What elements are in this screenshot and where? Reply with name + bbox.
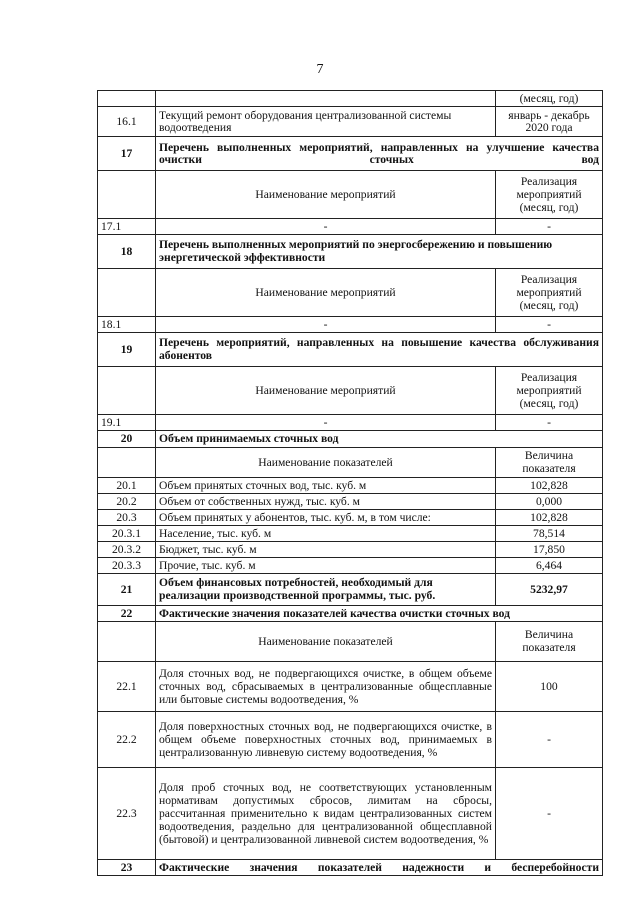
row-text: - [156,218,496,234]
section-number: 22 [98,605,156,621]
row-value: 6,464 [496,557,603,573]
row-text: Объем от собственных нужд, тыс. куб. м [156,493,496,509]
table-row [98,493,603,509]
row-text: Прочие, тыс. куб. м [156,557,496,573]
row-number: 20.3.3 [98,557,156,573]
row-value: 17,850 [496,541,603,557]
section-number: 21 [98,573,156,605]
section-number: 18 [98,234,156,268]
column-header-value: Реализация мероприятий (месяц, год) [496,170,603,218]
row-number: 22.2 [98,711,156,767]
financial-needs-value: 5232,97 [496,573,603,605]
column-header-row [98,170,603,218]
section-header [98,332,603,366]
row-number: 18.1 [98,316,156,332]
row-text: - [156,414,496,430]
production-program-table [97,90,603,876]
section-header [98,136,603,170]
section-number: 19 [98,332,156,366]
row-text: Доля проб сточных вод, не соответствующих установленным нормативам допустимых сбросов, лимитам на сбросы, рассчитанная применительно к видам централизованных систем водоотведения, раздельно для централизованной общесплавной (бытовой) и централизованной ливневой систем водоотведения, % [156,767,496,859]
column-header-value: Величина показателя [496,621,603,661]
section-header [98,859,603,875]
row-text: - [156,316,496,332]
table-row [98,91,603,107]
table-row [98,477,603,493]
row-text: Население, тыс. куб. м [156,525,496,541]
column-header-row [98,268,603,316]
column-header-name: Наименование мероприятий [156,170,496,218]
section-title: Объем финансовых потребностей, необходимый для реализации производственной программы, тыс. руб. [156,573,496,605]
section-title: Перечень мероприятий, направленных на повышение качества обслуживания абонентов [156,332,603,366]
table-row [98,316,603,332]
column-header-name: Наименование показателей [156,621,496,661]
row-value: - [496,316,603,332]
row-number: 20.2 [98,493,156,509]
row-number [98,91,156,107]
row-number: 17.1 [98,218,156,234]
table-row [98,767,603,859]
row-text: Текущий ремонт оборудования централизованной системы водоотведения [156,106,496,136]
column-header-value: Реализация мероприятий (месяц, год) [496,366,603,414]
page-number: 7 [316,62,324,77]
section-number: 23 [98,859,156,875]
row-value: - [496,711,603,767]
row-value: - [496,414,603,430]
column-header-value: Величина показателя [496,447,603,477]
column-header-value: Реализация мероприятий (месяц, год) [496,268,603,316]
column-header-row [98,621,603,661]
table-row [98,414,603,430]
row-text [156,91,496,107]
table-row [98,557,603,573]
section-title: Перечень выполненных мероприятий, направленных на улучшение качества очистки сточных вод [156,136,603,170]
row-text: Бюджет, тыс. куб. м [156,541,496,557]
section-title: Перечень выполненных мероприятий по энергосбережению и повышению энергетической эффективности [156,234,603,268]
section-title: Объем принимаемых сточных вод [156,430,603,447]
row-value: - [496,218,603,234]
row-number: 19.1 [98,414,156,430]
row-value: 0,000 [496,493,603,509]
column-header-name: Наименование мероприятий [156,268,496,316]
table-row [98,661,603,711]
row-number: 22.3 [98,767,156,859]
section-header [98,605,603,621]
table-row [98,509,603,525]
table-row [98,711,603,767]
section-header [98,573,603,605]
row-number: 20.3.2 [98,541,156,557]
column-header-row [98,366,603,414]
row-text: Доля поверхностных сточных вод, не подвергающихся очистке, в общем объеме поверхностных сточных вод, принимаемых в централизованную ливневую систему водоотведения, % [156,711,496,767]
row-number: 22.1 [98,661,156,711]
row-number: 16.1 [98,106,156,136]
row-text: Доля сточных вод, не подвергающихся очистке, в общем объеме сточных вод, сбрасываемых в централизованные общесплавные или бытовые системы водоотведения, % [156,661,496,711]
row-value: 102,828 [496,509,603,525]
section-number: 20 [98,430,156,447]
section-title: Фактические значения показателей качества очистки сточных вод [156,605,603,621]
section-title: Фактические значения показателей надежности и бесперебойности [156,859,603,875]
row-value: 100 [496,661,603,711]
row-value: 78,514 [496,525,603,541]
table-row [98,541,603,557]
row-number: 20.1 [98,477,156,493]
row-text: Объем принятых у абонентов, тыс. куб. м, в том числе: [156,509,496,525]
row-value: - [496,767,603,859]
column-header-row [98,447,603,477]
section-header [98,430,603,447]
row-text: Объем принятых сточных вод, тыс. куб. м [156,477,496,493]
section-header [98,234,603,268]
row-value: январь - декабрь 2020 года [496,106,603,136]
column-header-name: Наименование показателей [156,447,496,477]
column-header-name: Наименование мероприятий [156,366,496,414]
table-row [98,106,603,136]
row-value: (месяц, год) [496,91,603,107]
row-value: 102,828 [496,477,603,493]
table-row [98,218,603,234]
row-number: 20.3 [98,509,156,525]
table-row [98,525,603,541]
section-number: 17 [98,136,156,170]
row-number: 20.3.1 [98,525,156,541]
